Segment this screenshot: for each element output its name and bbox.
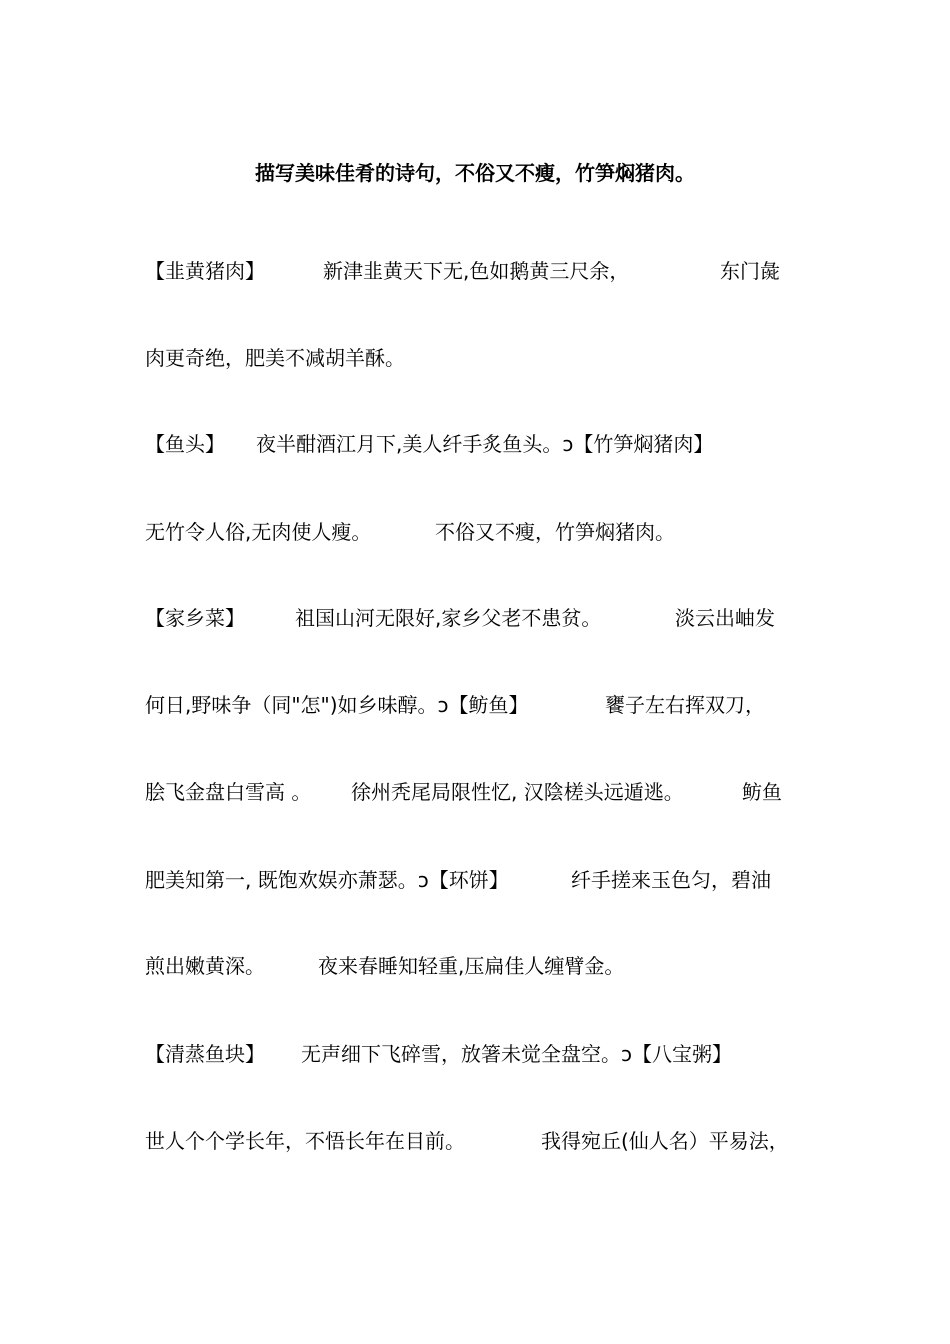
text-segment: 祖国山河无限好,家乡父老不患贫。 [295, 606, 602, 630]
text-segment: 肥美知第一, 既饱欢娱亦萧瑟。ↄ【环饼】 [145, 868, 509, 892]
text-segment: 【鱼头】 [145, 432, 225, 456]
text-segment: 肉更奇绝，肥美不减胡羊酥。 [145, 346, 405, 370]
text-segment: 夜来春睡知轻重,压扁佳人缠臂金。 [318, 954, 625, 978]
text-segment: 新津韭黄天下无,色如鹅黄三尺余， [323, 259, 630, 283]
text-segment: 【家乡菜】 [145, 606, 245, 630]
text-segment: 无声细下飞碎雪，放箸未觉全盘空。ↄ【八宝粥】 [301, 1042, 732, 1066]
text-segment: 世人个个学长年，不悟长年在目前。 [145, 1129, 465, 1153]
text-segment: 淡云出岫发 [675, 606, 775, 630]
text-segment: 纤手搓来玉色匀，碧油 [571, 868, 771, 892]
text-segment: 不俗又不瘦，竹笋焖猪肉。 [435, 520, 675, 544]
document-title: 描写美味佳肴的诗句，不俗又不瘦，竹笋焖猪肉。 [255, 161, 695, 185]
text-segment: 夜半酣酒江月下,美人纤手炙鱼头。ↄ【竹笋焖猪肉】 [256, 432, 714, 456]
text-segment: 无竹令人俗,无肉使人瘦。 [145, 520, 372, 544]
text-segment: 饔子左右挥双刀， [605, 693, 765, 717]
text-segment: 鲂鱼 [742, 780, 782, 804]
text-segment: 【韭黄猪肉】 [145, 259, 265, 283]
text-segment: 我得宛丘(仙人名）平易法， [541, 1129, 789, 1153]
text-segment: 脍飞金盘白雪高 。 [145, 780, 312, 804]
text-segment: 何日,野味争（同"怎")如乡味醇。ↄ【鲂鱼】 [145, 693, 529, 717]
text-segment: 煎出嫩黄深。 [145, 954, 265, 978]
text-segment: 东门彘 [720, 259, 780, 283]
text-segment: 【清蒸鱼块】 [145, 1042, 265, 1066]
text-segment: 徐州秃尾局限性忆, 汉陰槎头远遁逃。 [351, 780, 684, 804]
